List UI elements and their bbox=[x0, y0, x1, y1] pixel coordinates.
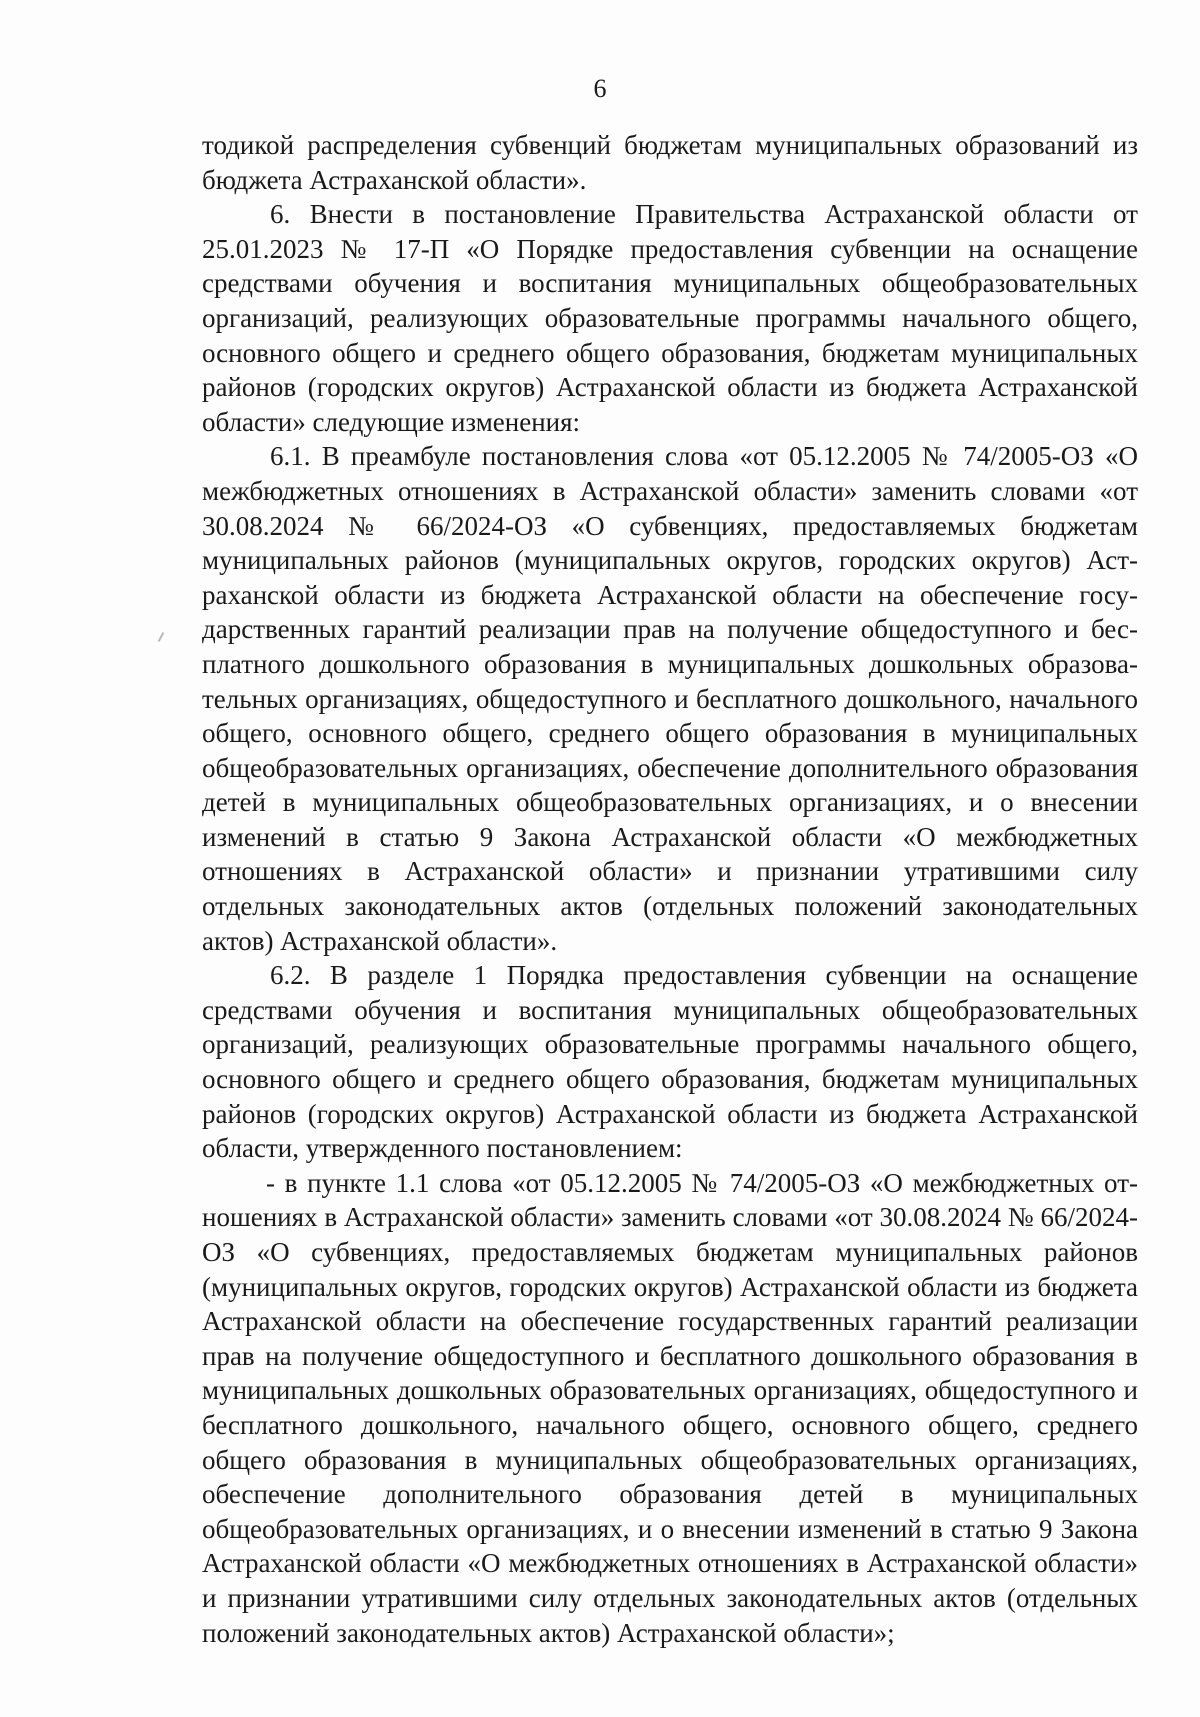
paragraph-item-6-2: 6.2. В разделе 1 Порядка предоставления субвенции на оснащение средствами обучения и воспитания муниципальных общеобразовательных организаций, реализующих образовательные программы начального общего, основного общего и среднего общего образования, бюджетам муниципальных районов (городских округов) Астраханской области из бюджета Астраханской области, утвержденного постановлением: bbox=[202, 960, 1138, 1164]
paragraph-continuation: тодикой распределения субвенций бюджетам муниципальных образований из бюджета Астраханской области». bbox=[202, 130, 1138, 195]
paragraph-item-6-1: 6.1. В преамбуле постановления слова «от 05.12.2005 № 74/2005-ОЗ «О межбюджетных отношениях в Астраханской области» заменить словами «от 30.08.2024 № 66/2024-ОЗ «О субвенциях, предоставляемых бюджетам муниципальных районов (муниципальных округов, городских округов) Астраханской области из бюджета Астраханской области на обеспечение государственных гарантий реализации прав на получение общедоступного и бесплатного дошкольного образования в муниципальных дошкольных образовательных организациях, общедоступного и бесплатного дошкольного, начального общего, основного общего, среднего общего образования в муниципальных общеобразовательных организациях, обеспечение дополнительного образования детей в муниципальных общеобразовательных организациях, и о внесении изменений в статью 9 Закона Астраханской области «О межбюджетных отношениях в Астраханской области» и признании утратившими силу отдельных законодательных актов (отдельных положений законодательных актов) Астраханской области». bbox=[202, 441, 1138, 956]
paragraph-bullet-1-1: - в пункте 1.1 слова «от 05.12.2005 № 74/2005-ОЗ «О межбюджетных отношениях в Астраханской области» заменить словами «от 30.08.2024 № 66/2024-ОЗ «О субвенциях, предоставляемых бюджетам муниципальных районов (муниципальных округов, городских округов) Астраханской области из бюджета Астраханской области на обеспечение государственных гарантий реализации прав на получение общедоступного и бесплатного дошкольного образования в муниципальных дошкольных образовательных организациях, общедоступного и бесплатного дошкольного, начального общего, основного общего, среднего общего образования в муниципальных общеобразовательных организациях, обеспечение дополнительного образования детей в муниципальных общеобразовательных организациях, и о внесении изменений в статью 9 Закона Астраханской области «О межбюджетных отношениях в Астраханской области» и признании утратившими силу отдельных законодательных актов (отдельных положений законодательных актов) Астраханской области»; bbox=[202, 1167, 1138, 1648]
page-number: 6 bbox=[593, 74, 607, 103]
document-body bbox=[202, 128, 1138, 1650]
margin-mark bbox=[158, 632, 164, 642]
paragraph-item-6: 6. Внести в постановление Правительства Астраханской области от 25.01.2023 № 17-П «О Порядке предоставления субвенции на оснащение средствами обучения и воспитания муниципальных общеобразовательных организаций, реализующих образовательные программы начального общего, основного общего и среднего общего образования, бюджетам муниципальных районов (городских округов) Астраханской области из бюджета Астраханской области» следующие изменения: bbox=[202, 199, 1138, 437]
